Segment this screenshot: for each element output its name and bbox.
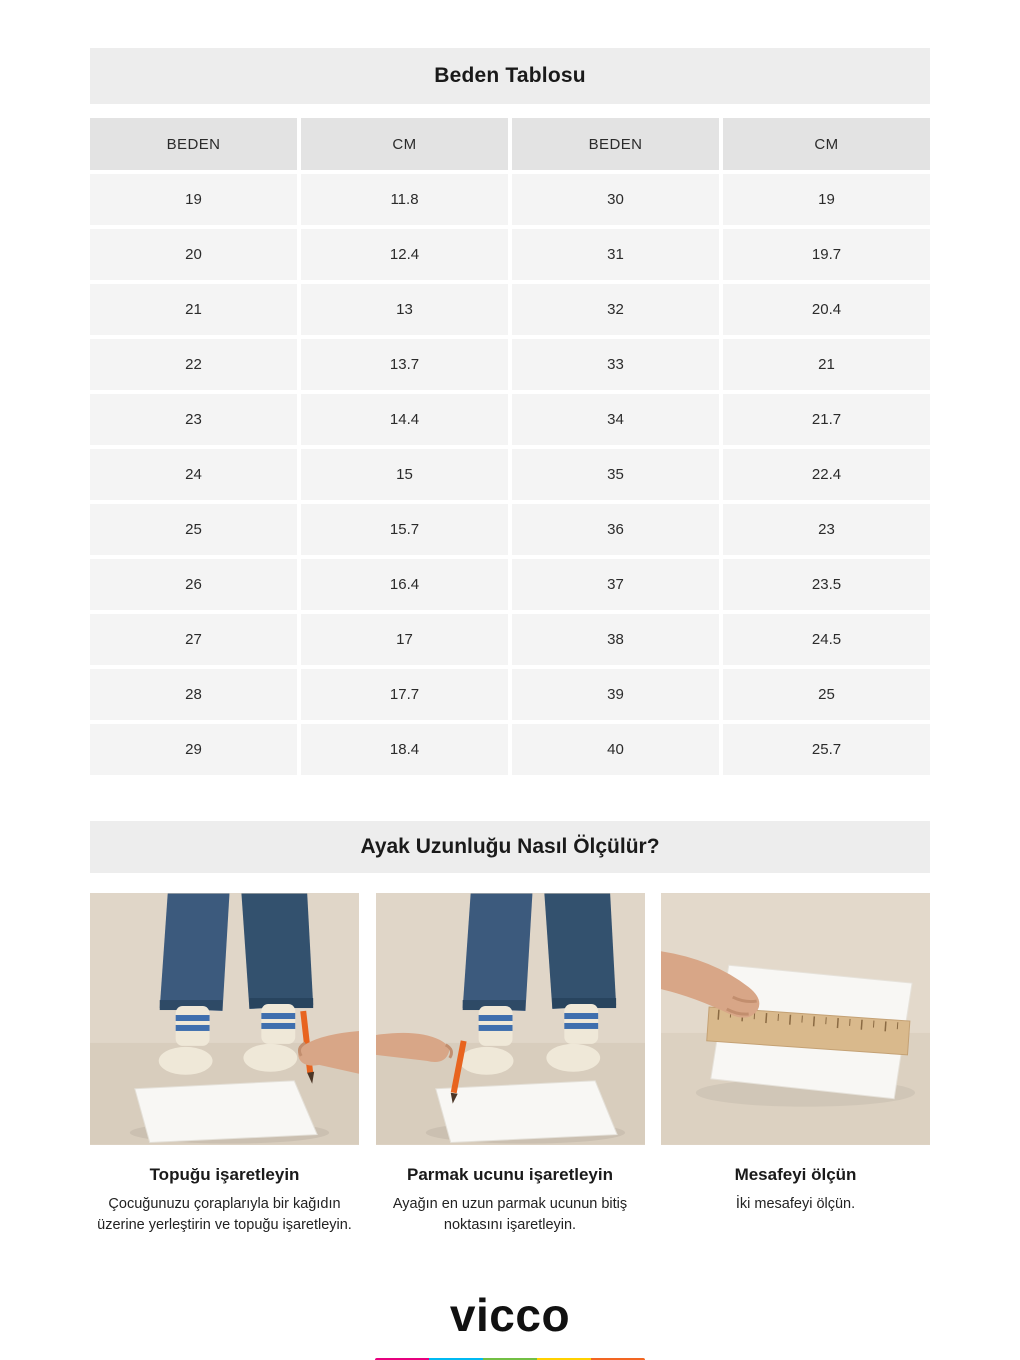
cm-cell: 21.7 bbox=[723, 394, 930, 445]
measure-step-distance bbox=[661, 893, 930, 1236]
measure-step-heel bbox=[90, 893, 359, 1236]
cm-cell: 24.5 bbox=[723, 614, 930, 665]
size-cell: 22 bbox=[90, 339, 297, 390]
size-cell: 33 bbox=[512, 339, 719, 390]
cm-cell: 22.4 bbox=[723, 449, 930, 500]
step-heading: Parmak ucunu işaretleyin bbox=[407, 1165, 613, 1184]
ruler-measuring-photo bbox=[661, 893, 930, 1145]
table-row bbox=[90, 449, 930, 500]
header-cell-beden: BEDEN bbox=[90, 118, 297, 170]
size-cell: 30 bbox=[512, 174, 719, 225]
size-cell: 25 bbox=[90, 504, 297, 555]
size-cell: 29 bbox=[90, 724, 297, 775]
size-cell: 27 bbox=[90, 614, 297, 665]
size-table bbox=[90, 118, 930, 775]
size-table-body bbox=[90, 174, 930, 775]
table-row bbox=[90, 229, 930, 280]
header-cell-beden: BEDEN bbox=[512, 118, 719, 170]
step-heading: Topuğu işaretleyin bbox=[149, 1165, 300, 1184]
cm-cell: 19.7 bbox=[723, 229, 930, 280]
size-cell: 26 bbox=[90, 559, 297, 610]
table-row bbox=[90, 504, 930, 555]
size-cell: 19 bbox=[90, 174, 297, 225]
cm-cell: 13.7 bbox=[301, 339, 508, 390]
cm-cell: 15 bbox=[301, 449, 508, 500]
size-cell: 20 bbox=[90, 229, 297, 280]
size-cell: 36 bbox=[512, 504, 719, 555]
toe-marking-photo bbox=[376, 893, 645, 1145]
table-row bbox=[90, 559, 930, 610]
table-row bbox=[90, 724, 930, 775]
table-row bbox=[90, 614, 930, 665]
size-cell: 34 bbox=[512, 394, 719, 445]
cm-cell: 20.4 bbox=[723, 284, 930, 335]
cm-cell: 14.4 bbox=[301, 394, 508, 445]
table-header-row bbox=[90, 118, 930, 170]
cm-cell: 18.4 bbox=[301, 724, 508, 775]
step-description: Ayağın en uzun parmak ucunun bitiş noktasını işaretleyin. bbox=[392, 1196, 628, 1234]
size-cell: 38 bbox=[512, 614, 719, 665]
measure-section-title: Ayak Uzunluğu Nasıl Ölçülür? bbox=[360, 835, 660, 858]
cm-cell: 17.7 bbox=[301, 669, 508, 720]
cm-cell: 19 bbox=[723, 174, 930, 225]
cm-cell: 23 bbox=[723, 504, 930, 555]
cm-cell: 11.8 bbox=[301, 174, 508, 225]
measure-step-toe bbox=[376, 893, 645, 1236]
size-cell: 24 bbox=[90, 449, 297, 500]
step-description: İki mesafeyi ölçün. bbox=[735, 1196, 856, 1212]
table-row bbox=[90, 174, 930, 225]
header-cell-cm: CM bbox=[301, 118, 508, 170]
heel-marking-photo bbox=[90, 893, 359, 1145]
cm-cell: 23.5 bbox=[723, 559, 930, 610]
cm-cell: 16.4 bbox=[301, 559, 508, 610]
header-cell-cm: CM bbox=[723, 118, 930, 170]
size-table-title-bar bbox=[90, 48, 930, 104]
size-table-title: Beden Tablosu bbox=[434, 64, 586, 87]
size-cell: 37 bbox=[512, 559, 719, 610]
step-description: Çocuğunuzu çoraplarıyla bir kağıdın üzerine yerleştirin ve topuğu işaretleyin. bbox=[97, 1196, 352, 1234]
cm-cell: 17 bbox=[301, 614, 508, 665]
measure-steps bbox=[90, 893, 930, 1236]
size-cell: 40 bbox=[512, 724, 719, 775]
table-row bbox=[90, 669, 930, 720]
cm-cell: 13 bbox=[301, 284, 508, 335]
cm-cell: 15.7 bbox=[301, 504, 508, 555]
table-row bbox=[90, 394, 930, 445]
size-cell: 35 bbox=[512, 449, 719, 500]
table-row bbox=[90, 339, 930, 390]
cm-cell: 12.4 bbox=[301, 229, 508, 280]
size-cell: 32 bbox=[512, 284, 719, 335]
size-cell: 23 bbox=[90, 394, 297, 445]
table-row bbox=[90, 284, 930, 335]
size-cell: 31 bbox=[512, 229, 719, 280]
measure-section-title-bar bbox=[90, 821, 930, 873]
size-cell: 28 bbox=[90, 669, 297, 720]
size-cell: 21 bbox=[90, 284, 297, 335]
brand-logo: vicco bbox=[449, 1289, 571, 1342]
step-heading: Mesafeyi ölçün bbox=[734, 1165, 857, 1184]
cm-cell: 25 bbox=[723, 669, 930, 720]
cm-cell: 21 bbox=[723, 339, 930, 390]
size-cell: 39 bbox=[512, 669, 719, 720]
cm-cell: 25.7 bbox=[723, 724, 930, 775]
